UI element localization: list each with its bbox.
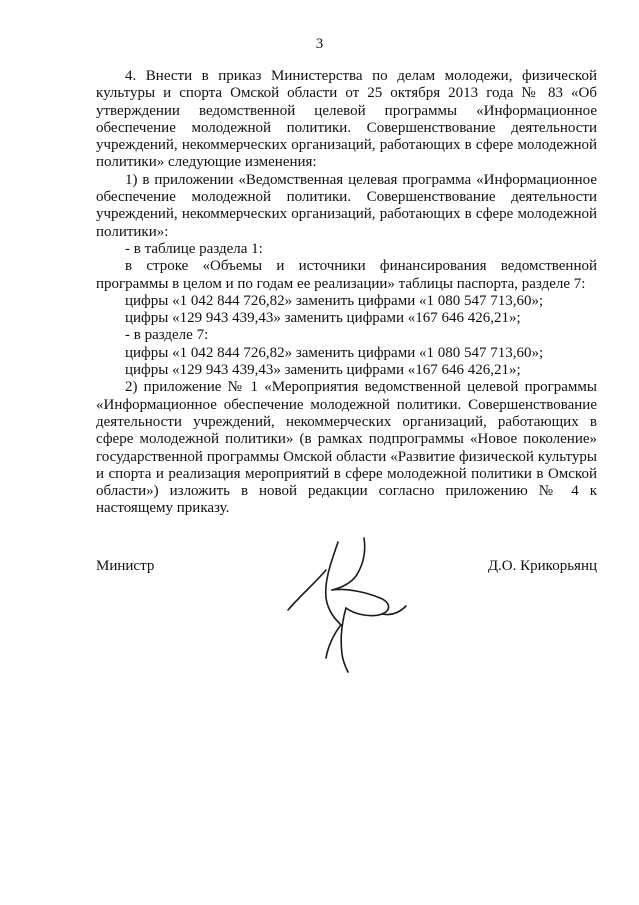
paragraph-table-section-1: - в таблице раздела 1: [125,240,263,257]
paragraph-row-funding: в строке «Объемы и источники финансирования ведомственной программы в целом и по годам ее реализации» таблицы паспорта, разделе 7: [96,258,597,292]
paragraph-subitem-2: 2) приложение № 1 «Мероприятия ведомственной целевой программы «Информационное обеспечение молодежной политики. Совершенствование деятельности учреждений, некоммерческих организаций, работающих в сфере молодежной политики» (в рамках подпрограммы «Новое поколение» государственной программы Омской области «Развитие физической культуры и спорта и реализация мероприятий в сфере молодежной политики в Омской области») изложить в новой редакции согласно приложению № 4 к настоящему приказу. [96,379,597,517]
document-body [96,68,597,518]
paragraph-section-7: - в разделе 7: [125,327,209,344]
paragraph-figures-2: цифры «129 943 439,43» заменить цифрами «167 646 426,21»; [125,310,521,327]
paragraph-item-4: 4. Внести в приказ Министерства по делам молодежи, физической культуры и спорта Омской области от 25 октября 2013 года № 83 «Об утверждении ведомственной целевой программы «Информационное обеспечение молодежной политики. Совершенствование деятельности учреждений, некоммерческих организаций, работающих в сфере молодежной политики» следующие изменения: [96,68,597,171]
signatory-title: Министр [96,558,155,574]
page-number: 3 [315,36,324,52]
paragraph-subitem-1: 1) в приложении «Ведомственная целевая программа «Информационное обеспечение молодежной политики. Совершенствование деятельности учреждений, некоммерческих организаций, работающих в сфере молодежной политики»: [96,171,597,240]
paragraph-figures-1: цифры «1 042 844 726,82» заменить цифрами «1 080 547 713,60»; [125,292,544,309]
signature-icon [280,530,410,675]
paragraph-figures-4: цифры «129 943 439,43» заменить цифрами «167 646 426,21»; [125,362,521,379]
paragraph-figures-3: цифры «1 042 844 726,82» заменить цифрами «1 080 547 713,60»; [125,344,544,361]
signatory-name: Д.О. Крикорьянц [487,558,597,574]
